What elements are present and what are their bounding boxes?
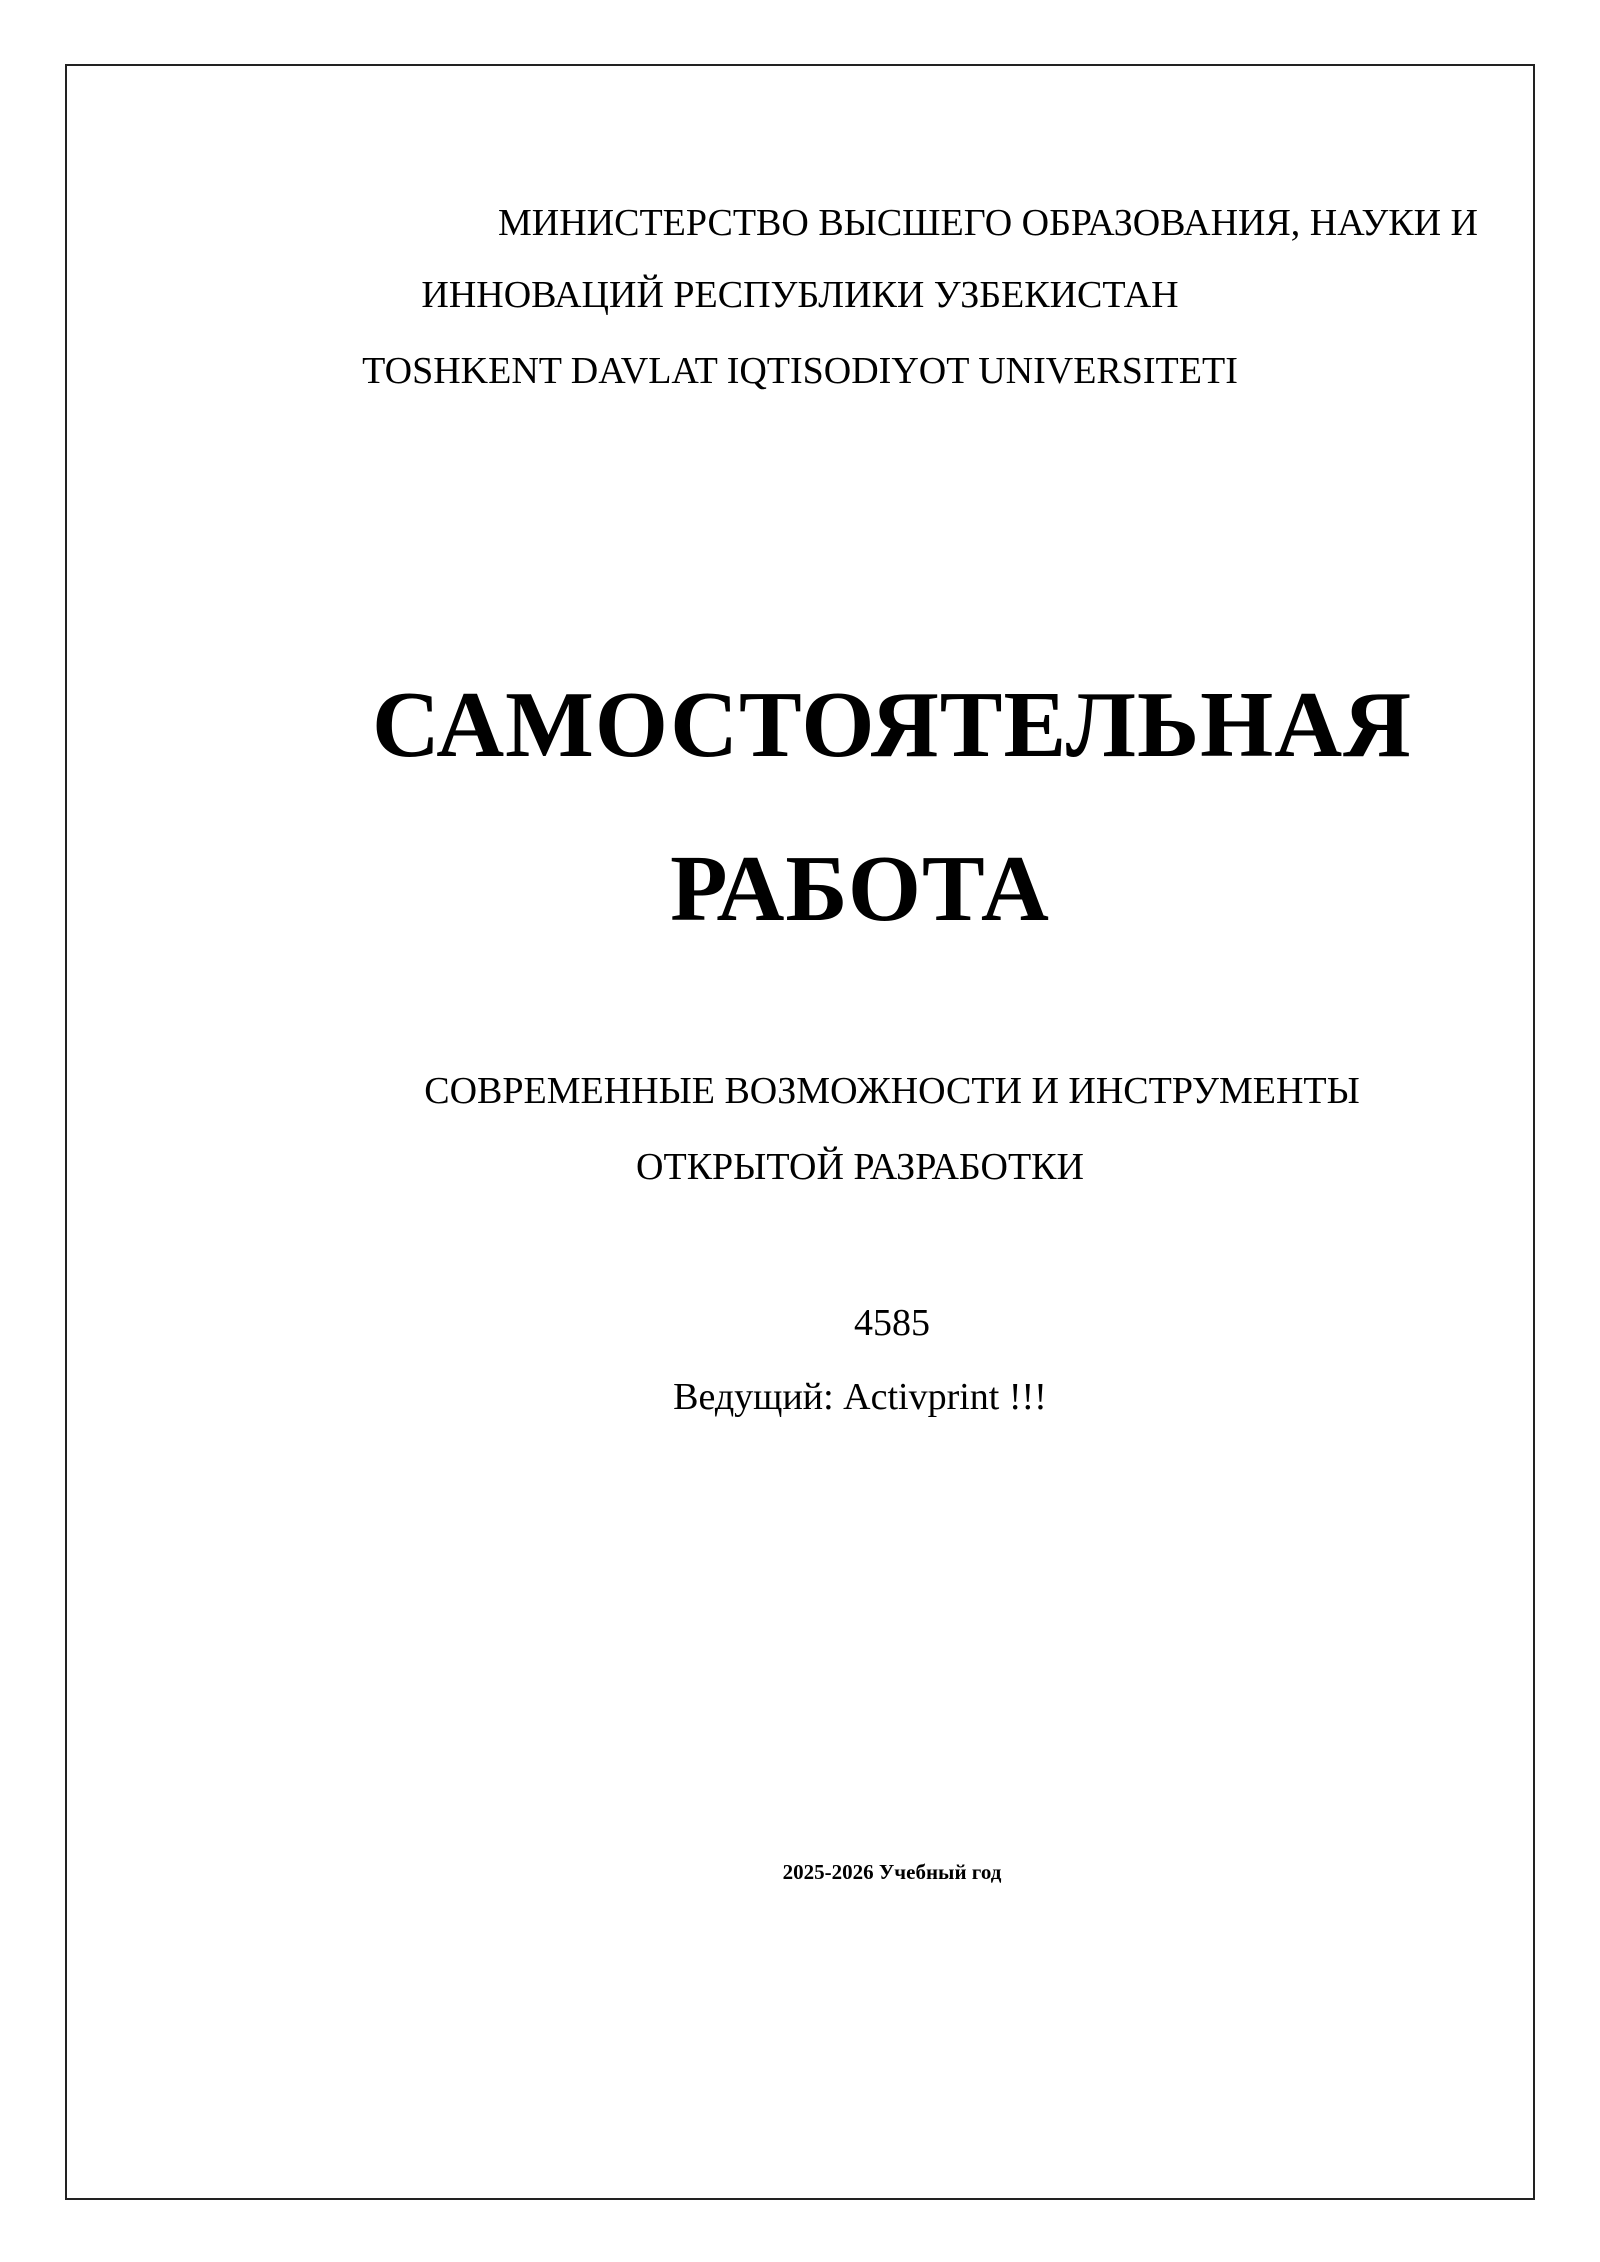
document-title-line-2: РАБОТА — [670, 837, 1050, 941]
document-number: 4585 — [854, 1302, 930, 1344]
leader-line: Ведущий: Activprint !!! — [673, 1376, 1047, 1418]
academic-year: 2025-2026 Учебный год — [782, 1860, 1002, 1884]
ministry-line-1: МИНИСТЕРСТВО ВЫСШЕГО ОБРАЗОВАНИЯ, НАУКИ И — [498, 202, 1478, 244]
document-title-line-1: САМОСТОЯТЕЛЬНАЯ — [372, 673, 1412, 777]
subtitle-line-1: СОВРЕМЕННЫЕ ВОЗМОЖНОСТИ И ИНСТРУМЕНТЫ — [424, 1070, 1360, 1112]
university-name: TOSHKENT DAVLAT IQTISODIYOT UNIVERSITETI — [362, 350, 1238, 392]
subtitle-line-2: ОТКРЫТОЙ РАЗРАБОТКИ — [636, 1146, 1084, 1188]
ministry-line-2: ИННОВАЦИЙ РЕСПУБЛИКИ УЗБЕКИСТАН — [421, 274, 1179, 316]
